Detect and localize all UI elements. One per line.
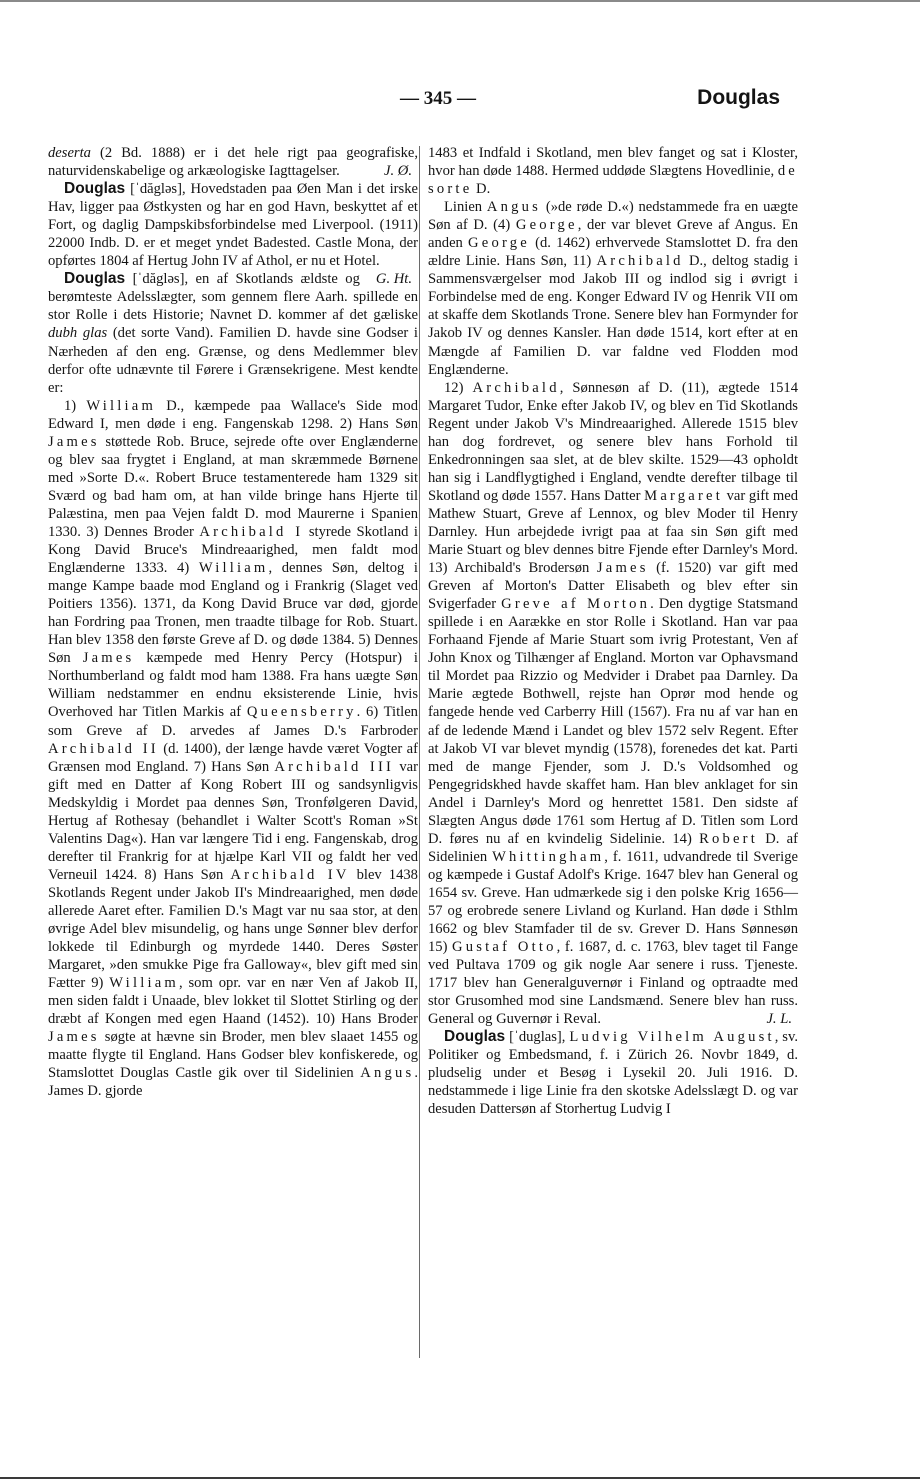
author-signature: J. L. [766, 1011, 792, 1028]
right-column [428, 144, 798, 1119]
entry-deserta-end: deserta (2 Bd. 1888) er i det hele rigt paa geografiske, naturvidenskabelige og arkæologiske Iagttagelser. J. Ø. [48, 145, 418, 180]
left-column [48, 144, 418, 1100]
top-border-line [0, 0, 920, 2]
entry-douglas-family: Douglas [ˈdăgləs], en af Skotlands ældste og berømteste Adelsslægter, som gennem flere Aarh. spillede en stor Rolle i dets Historie; Navnet D. kommer af det gæliske dubh glas (det sorte Vand). Familien D. havde sine Godser i Nærheden af den eng. Grænse, og dens Medlemmer blev derfor ofte udnævnte til Førere i Grænsekrigene. Mest kendte er: [48, 270, 418, 396]
entry-headword: Douglas [64, 180, 126, 198]
page-number: — 345 — [400, 88, 476, 109]
running-headword: Douglas [697, 86, 780, 109]
entry-headword: Douglas [444, 1028, 506, 1046]
archibald-12-paragraph: 12) Archibald, Sønnesøn af D. (11), ægtede 1514 Margaret Tudor, Enke efter Jakob IV, og blev en Tid Skotlands Regent under Jakob V's Mindreaarighed. Allerede 1515 blev han dog fordrevet, og senere blev hans Forhold til Enkedronningen saa slet, at de blev skilte. 1529—43 opholdt han sig i Landflygtighed i England, vendte derefter tilbage til Skotland og døde 1557. Hans Datter Margaret var gift med Mathew Stuart, Greve af Lennox, og blev Moder til Henry Darnley. Hun arbejdede ivrigt paa at faa sin Søn gift med Marie Stuart og blev dennes bitre Fjende efter Darnley's Mord. 13) Archibald's Brodersøn James (f. 1520) var gift med Greven af Morton's Datter Elisabeth og blev efter sin Svigerfader Greve af Morton. Den dygtige Statsmand spillede i en Aarække en stor Rolle i Skotland. Han var paa Forhaand Fjende af Marie Stuart som ivrig Protestant, Ven af John Knox og Tilhænger af England. Morton var Ophavsmand til Mordet paa Rizzio og Medvider i Drabet paa Darnley. Da Marie ægtede Bothwell, rejste han Oprør mod hende og fangede hende ved Carberry Hill (1567). Fra nu af var han en af de ledende Mænd i Landet og blev 1572 selv Regent. Efter at Jakob VI var blevet myndig (1578), forenedes det kat. Parti med de mange Fjender, som J. D.'s Voldsomhed og Pengegridskhed havde skaffet ham. Han blev anklaget for sin Andel i Darnley's Mord og henrettet 1581. Den sidste af Slægten Angus døde 1761 som Hertug af D. Titlen som Lord D. føres nu af en kvindelig Sidelinie. 14) Robert D. af Sidelinien Whittingham, f. 1611, udvandrede til Sverige og kæmpede i Gustaf Adolf's Krige. 1647 blev han General og 1654 sv. Greve. Han udmærkede sig i den polske Krig 1656—57 og erobrede senere Livland og Kurland. Han døde i Sthlm 1662 og blev Stamfader til de sv. Grever D. Hans Sønnesøn 15) Gustaf Otto, f. 1687, d. c. 1763, blev taget til Fange ved Pultava 1709 og gik nogle Aar senere i russ. Tjeneste. 1717 blev han Generalguvernør i Finland og optraadte med stor Grusomhed mod sine Landsmænd. Senere blev han russ. General og Guvernør i Reval. J. L. [428, 379, 798, 1028]
angus-line-paragraph: Linien Angus (»de røde D.«) nedstammede fra en uægte Søn af D. (4) George, der var blevet Greve af Angus. En anden George (d. 1462) erhvervede Stamslottet D. fra den ældre Linie. Hans Søn, 11) Archibald D., deltog stadig i Sammensværgelser mod Jakob III og indlod sig i øvrigt i Forbindelse med de eng. Konger Edward IV og Henrik VII om at skaffe dem Skotlands Trone. Senere blev han Formynder for Jakob IV og dennes Kansler. Han døde 1514, kort efter at en Mængde af Familien D. var faldne ved Flodden mod Englænderne. [428, 199, 799, 378]
author-signature: J. Ø. [384, 163, 412, 180]
family-members-list: 1) William D., kæmpede paa Wallace's Side mod Edward I, men døde i eng. Fangenskab 1298. 2) Hans Søn James støttede Rob. Bruce, sejrede ofte over Englænderne og blev saa frygtet i England, at man skræmmede Børnene med »Sorte D.«. Robert Bruce testamenterede ham 1329 sit Sværd og bad ham om, at han vilde bringe hans Hjerte til Palæstina, men paa Vejen faldt D. mod Maurerne i Spanien 1330. 3) Dennes Broder Archibald I styrede Skotland i Kong David Bruce's Mindreaarighed, men faldt mod Englænderne 1333. 4) William, dennes Søn, deltog i mange Kampe baade mod England og i Frankrig (Slaget ved Poitiers 1356). 1371, da Kong David Bruce var død, gjorde han Fordring paa Tronen, men traadte tilbage for Rob. Stuart. Han blev 1358 den første Greve af D. og døde 1384. 5) Dennes Søn James kæmpede med Henry Percy (Hotspur) i Northumberland og faldt mod ham 1388. Fra hans uægte Søn William nedstammer en endnu eksisterende Linie, hvis Overhoved har Titlen Markis af Queensberry. 6) Titlen som Greve af D. arvedes af James D.'s Farbroder Archibald II (d. 1400), der længe havde været Vogter af Grænsen mod England. 7) Hans Søn Archibald III var gift med en Datter af Kong Robert III og sandsynligvis Medskyldig i Mordet paa dennes Søn, Tronfølgeren David, Hertug af Rothesay (behandlet i Walter Scott's Roman »St Valentins Dag«). Han var længere Tid i eng. Fangenskab, drog derefter til Frankrig for at hjælpe Karl VII og faldt her ved Verneuil 1424. 8) Hans Søn Archibald IV blev 1438 Skotlands Regent under Jakob II's Mindreaarighed, men døde allerede Aaret efter. Familien D.'s Magt var nu saa stor, at den øvrige Adel blev misundelig, og hans unge Sønner blev derfor lokkede til Edinburgh og myrdede 1440. Deres Søster Margaret, »den smukke Pige fra Galloway«, blev gift med sin Fætter 9) William, som opr. var en nær Ven af Jakob II, men siden faldt i Unaade, blev lokket til Slottet Stirling og der dræbt af Kongen med egen Haand (1452). 10) Hans Broder James søgte at hævne sin Broder, men blev slaaet 1455 og maatte flygte til England. Hans Godser blev konfiskerede, og Stamslottet Douglas Castle gik over til Sidelinien Angus. James D. gjorde [48, 397, 418, 1100]
bottom-border-line [0, 1477, 920, 1479]
author-signature: G. Ht. [375, 271, 412, 288]
column-divider [419, 146, 420, 1358]
family-members-continued: 1483 et Indfald i Skotland, men blev fanget og sat i Kloster, hvor han døde 1488. Hermed uddøde Slægtens Hovedlinie, de sorte D. [428, 145, 798, 198]
entry-headword: Douglas [64, 270, 126, 288]
entry-douglas-ludvig: Douglas [ˈduglas], Ludvig Vilhelm August, sv. Politiker og Embedsmand, f. i Zürich 26. Novbr 1849, d. pludselig under et Besøg i Lysekil 20. Juli 1916. D. nedstammede i lige Linie fra den skotske Adelsslægt D. og var desuden Dattersøn af Storhertug Ludvig I [428, 1028, 798, 1118]
page-header [48, 84, 780, 120]
entry-douglas-town: Douglas [ˈdăgləs], Hovedstaden paa Øen Man i det irske Hav, ligger paa Østkysten og har en god Havn, beskyttet af et Fort, og daglig Dampskibsforbindelse med Liverpool. (1911) 22000 Indb. D. er et meget yndet Badested. Castle Mona, der opførtes 1804 af Hertug John IV af Athol, er nu et Hotel. G. Ht. [48, 180, 418, 288]
